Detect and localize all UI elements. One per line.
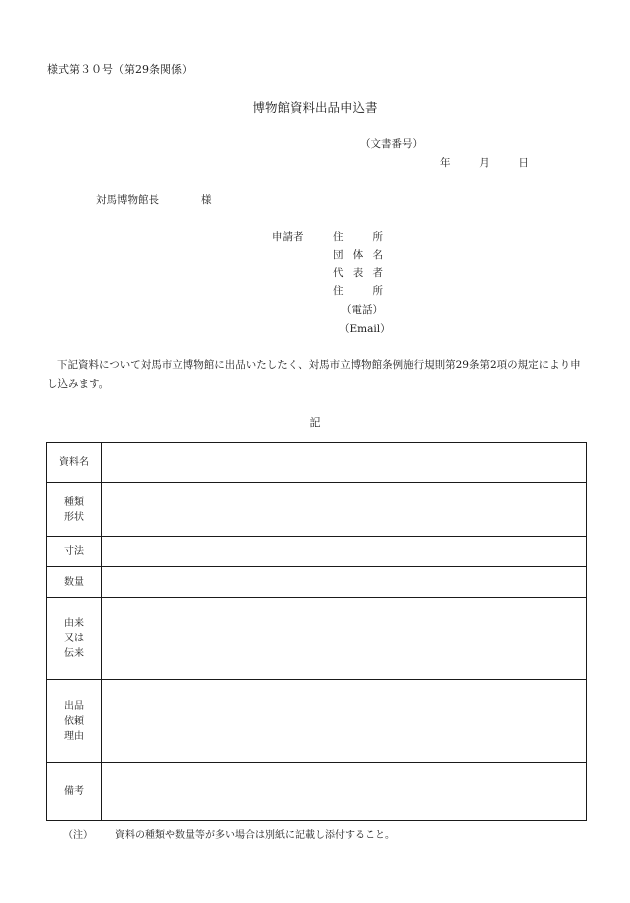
footnote [63, 826, 395, 841]
applicant-rep-address-label [333, 283, 383, 298]
date-month-label: 月 [479, 157, 490, 169]
row-label-dimensions [47, 537, 102, 567]
row-label-quantity [47, 567, 102, 598]
quantity-field[interactable] [102, 567, 587, 598]
applicant-rep-char: 者 [372, 267, 383, 279]
form-number: 様式第３０号（第29条関係） [47, 63, 193, 76]
table-row [47, 443, 587, 483]
applicant-phone-label: （電話） [341, 304, 383, 316]
addressee-honorific: 様 [201, 194, 212, 206]
row-label-line: 備考 [64, 786, 84, 797]
row-label-line: 出品 [64, 700, 84, 712]
row-label-line: 依頼 [64, 715, 84, 727]
row-label-line: 理由 [64, 730, 84, 742]
footnote-mark: （注） [63, 830, 93, 841]
ki-heading: 記 [309, 416, 321, 429]
table-row [47, 680, 587, 763]
remarks-field[interactable] [102, 763, 587, 821]
applicant-rep-char: 表 [352, 267, 364, 279]
row-label-remarks [47, 763, 102, 821]
row-label-line: 由来 [64, 618, 84, 629]
row-label-type-shape [47, 483, 102, 537]
applicant-rep-address-char: 所 [372, 285, 383, 297]
applicant-group-char: 団 [333, 249, 344, 261]
table-row [47, 763, 587, 821]
applicant-email-label: （Email） [339, 323, 391, 335]
document-title: 博物館資料出品申込書 [252, 100, 378, 115]
addressee [96, 192, 212, 207]
application-statement: 下記資料について対馬市立博物館に出品いたしたく、対馬市立博物館条例施行規則第29条第2項の規定により申し込みます。 [47, 359, 581, 390]
applicant-label: 申請者 [272, 231, 304, 243]
applicant-group-char: 体 [352, 249, 364, 261]
date-row [440, 155, 529, 170]
document-number-label: （文書番号） [360, 138, 423, 150]
row-label-provenance [47, 598, 102, 680]
table-row [47, 537, 587, 567]
date-year-label: 年 [440, 157, 451, 169]
item-details-table [46, 442, 587, 821]
addressee-name: 対馬博物館長 [96, 194, 159, 206]
applicant-rep-address-char: 住 [333, 285, 344, 297]
row-label-line: 伝来 [64, 648, 84, 659]
row-label-line: 数量 [64, 576, 84, 588]
applicant-group-name-label [333, 247, 383, 262]
applicant-address-char: 住 [333, 231, 344, 243]
table-row [47, 567, 587, 598]
applicant-address-char: 所 [372, 231, 383, 243]
table-row [47, 483, 587, 537]
row-label-item-name [47, 443, 102, 483]
dimensions-field[interactable] [102, 537, 587, 567]
type-shape-field[interactable] [102, 483, 587, 537]
applicant-representative-label [333, 265, 383, 280]
date-day-label: 日 [518, 157, 529, 169]
item-name-field[interactable] [102, 443, 587, 483]
footnote-text: 資料の種類や数量等が多い場合は別紙に記載し添付すること。 [115, 830, 395, 841]
row-label-request-reason [47, 680, 102, 763]
row-label-line: 資料名 [59, 457, 89, 468]
request-reason-field[interactable] [102, 680, 587, 763]
applicant-address-label [333, 229, 383, 244]
row-label-line: 形状 [64, 511, 84, 523]
provenance-field[interactable] [102, 598, 587, 680]
applicant-rep-char: 代 [333, 267, 344, 279]
applicant-group-char: 名 [372, 249, 383, 261]
row-label-line: 又は [64, 633, 84, 644]
row-label-line: 寸法 [64, 546, 84, 557]
table-row [47, 598, 587, 680]
row-label-line: 種類 [64, 496, 84, 508]
